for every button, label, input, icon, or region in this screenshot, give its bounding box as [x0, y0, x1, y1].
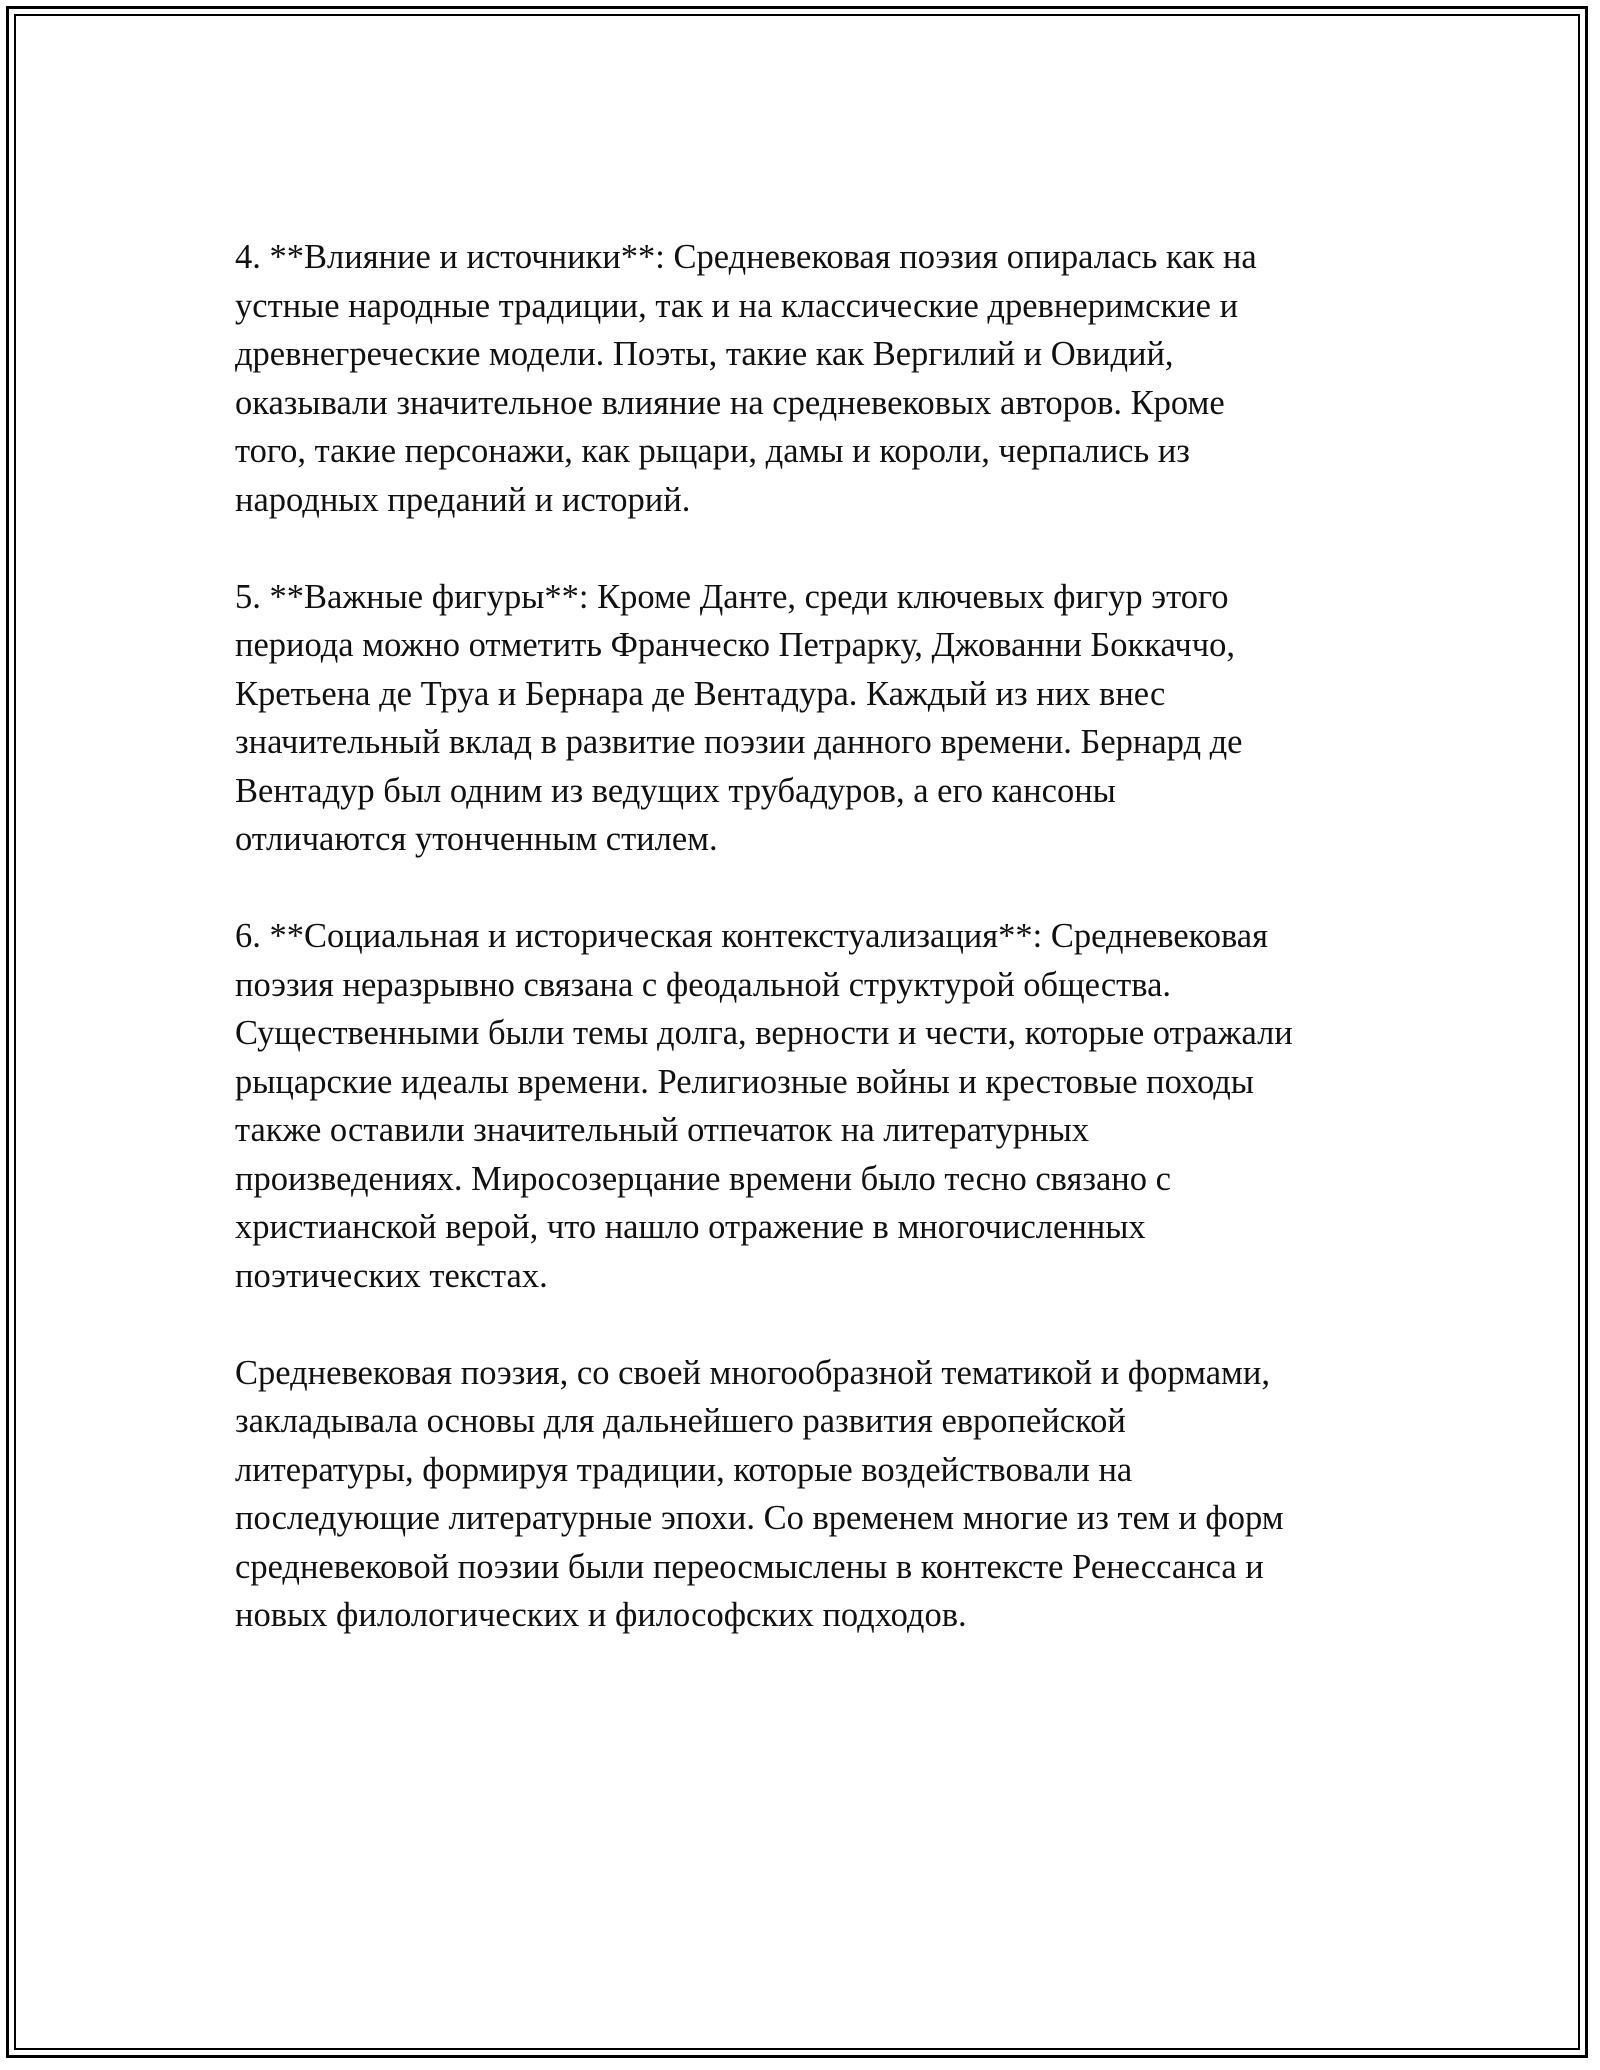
text-line: произведениях. Миросозерцание времени было тесно связано с: [235, 1159, 1171, 1198]
text-line: древнегреческие модели. Поэты, такие как Вергилий и Овидий,: [235, 335, 1174, 373]
text-line: литературы, формируя традиции, которые воздействовали на: [235, 1450, 1133, 1489]
text-line: Существенными были темы долга, верности и чести, которые отражали: [235, 1014, 1293, 1052]
text-line: Вентадур был одним из ведущих трубадуров, а его кансоны: [235, 771, 1116, 810]
text-line: последующие литературные эпохи. Со временем многие из тем и форм: [235, 1499, 1284, 1537]
text-line: Средневековая поэзия, со своей многообразной тематикой и формами,: [235, 1353, 1270, 1392]
paragraph-conclusion: [235, 1349, 1385, 1640]
text-line: рыцарские идеалы времени. Религиозные войны и крестовые походы: [235, 1062, 1254, 1101]
text-line: закладывала основы для дальнейшего развития европейской: [235, 1402, 1126, 1440]
text-line: того, такие персонажи, как рыцари, дамы и короли, черпались из: [235, 432, 1190, 470]
text-line: периода можно отметить Франческо Петрарку, Джованни Боккаччо,: [235, 626, 1235, 664]
text-line: оказывали значительное влияние на средневековых авторов. Кроме: [235, 383, 1225, 422]
text-line: отличаются утонченным стилем.: [235, 820, 718, 858]
paragraph-social-historical-context: [235, 912, 1385, 1300]
text-line: христианской верой, что нашло отражение в многочисленных: [235, 1208, 1146, 1246]
text-line: новых филологических и философских подходов.: [235, 1596, 967, 1634]
text-line: поэзия неразрывно связана с феодальной структурой общества.: [235, 965, 1172, 1004]
paragraph-important-figures: [235, 573, 1385, 864]
text-line: 6. **Социальная и историческая контекстуализация**: Средневековая: [235, 917, 1268, 955]
document-body: [235, 233, 1385, 1688]
text-line: средневековой поэзии были переосмыслены в контексте Ренессанса и: [235, 1547, 1264, 1586]
text-line: 4. **Влияние и источники**: Средневековая поэзия опиралась как на: [235, 238, 1257, 276]
text-line: народных преданий и историй.: [235, 480, 691, 519]
text-line: 5. **Важные фигуры**: Кроме Данте, среди ключевых фигур этого: [235, 577, 1229, 616]
text-line: устные народные традиции, так и на классические древнеримские и: [235, 286, 1239, 325]
paragraph-influence-sources: [235, 233, 1385, 524]
text-line: значительный вклад в развитие поэзии данного времени. Бернард де: [235, 723, 1243, 761]
text-line: также оставили значительный отпечаток на литературных: [235, 1111, 1090, 1149]
text-line: поэтических текстах.: [235, 1256, 548, 1295]
text-line: Кретьена де Труа и Бернара де Вентадура. Каждый из них внес: [235, 674, 1166, 713]
